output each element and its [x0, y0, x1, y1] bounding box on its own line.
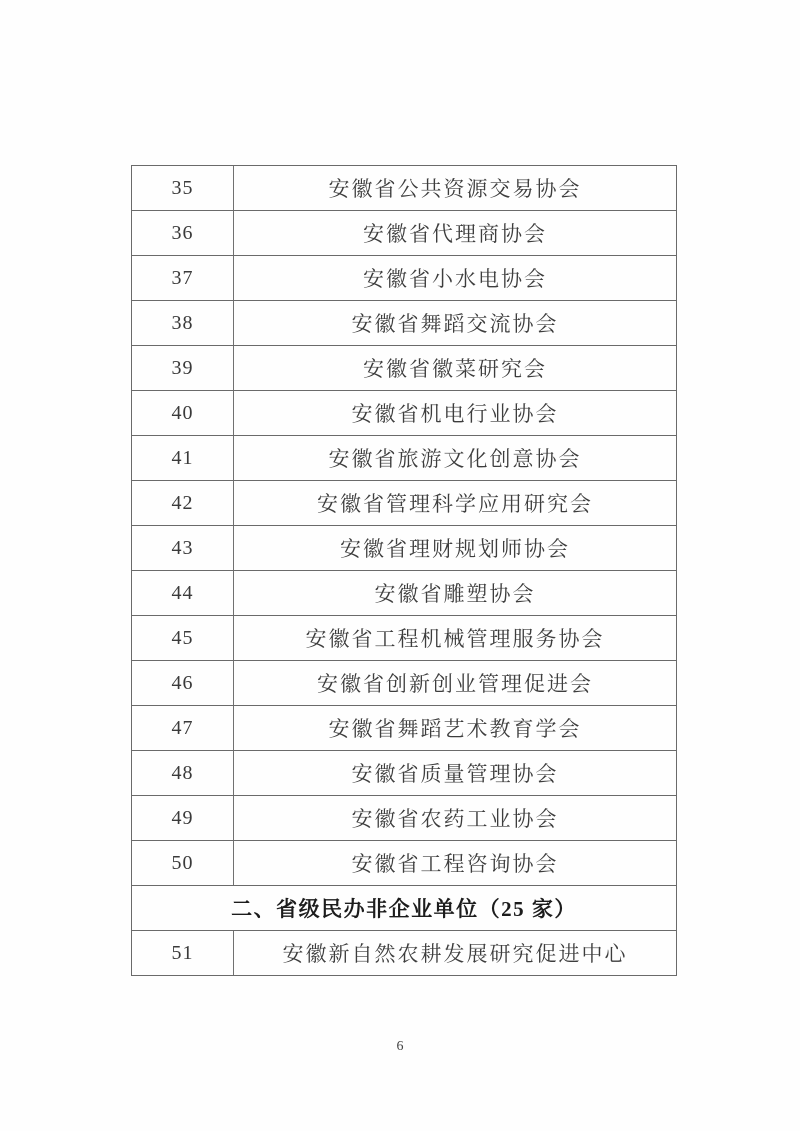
table-row [132, 301, 676, 346]
row-number: 44 [132, 571, 234, 615]
org-name: 安徽省舞蹈交流协会 [351, 312, 559, 336]
org-name: 安徽省农药工业协会 [351, 807, 559, 831]
row-number: 42 [132, 481, 234, 525]
table-row [132, 796, 676, 841]
org-name: 安徽省工程咨询协会 [351, 852, 559, 876]
row-number: 38 [132, 301, 234, 345]
org-table [131, 165, 677, 976]
row-number: 39 [132, 346, 234, 390]
row-number: 48 [132, 751, 234, 795]
org-name: 安徽省工程机械管理服务协会 [305, 627, 605, 651]
org-name: 安徽省徽菜研究会 [363, 357, 547, 381]
row-number: 45 [132, 616, 234, 660]
org-name: 安徽省管理科学应用研究会 [317, 492, 593, 516]
row-number: 47 [132, 706, 234, 750]
page-number: 6 [396, 1039, 404, 1054]
org-name: 安徽新自然农耕发展研究促进中心 [282, 942, 628, 966]
table-row [132, 346, 676, 391]
org-name: 安徽省舞蹈艺术教育学会 [328, 717, 582, 741]
section-header-row [132, 886, 676, 931]
row-number: 43 [132, 526, 234, 570]
org-name: 安徽省雕塑协会 [374, 582, 536, 606]
table-row [132, 436, 676, 481]
table-row [132, 571, 676, 616]
table-row [132, 481, 676, 526]
table-row [132, 931, 676, 976]
table-row [132, 616, 676, 661]
table-row [132, 256, 676, 301]
row-number: 40 [132, 391, 234, 435]
org-name: 安徽省代理商协会 [363, 222, 547, 246]
org-name: 安徽省公共资源交易协会 [328, 177, 582, 201]
row-number: 36 [132, 211, 234, 255]
table-row [132, 526, 676, 571]
org-name: 安徽省旅游文化创意协会 [328, 447, 582, 471]
row-number: 50 [132, 841, 234, 885]
table-row [132, 166, 676, 211]
row-number: 51 [132, 931, 234, 975]
row-number: 37 [132, 256, 234, 300]
org-name: 安徽省质量管理协会 [351, 762, 559, 786]
org-name: 安徽省机电行业协会 [351, 402, 559, 426]
table-row [132, 841, 676, 886]
table-row [132, 706, 676, 751]
section-header: 二、省级民办非企业单位（25 家） [231, 897, 577, 921]
row-number: 49 [132, 796, 234, 840]
table-row [132, 751, 676, 796]
table-row [132, 661, 676, 706]
row-number: 46 [132, 661, 234, 705]
row-number: 41 [132, 436, 234, 480]
table-row [132, 211, 676, 256]
row-number: 35 [132, 166, 234, 210]
org-name: 安徽省创新创业管理促进会 [317, 672, 593, 696]
org-name: 安徽省小水电协会 [363, 267, 547, 291]
table-row [132, 391, 676, 436]
org-name: 安徽省理财规划师协会 [340, 537, 570, 561]
